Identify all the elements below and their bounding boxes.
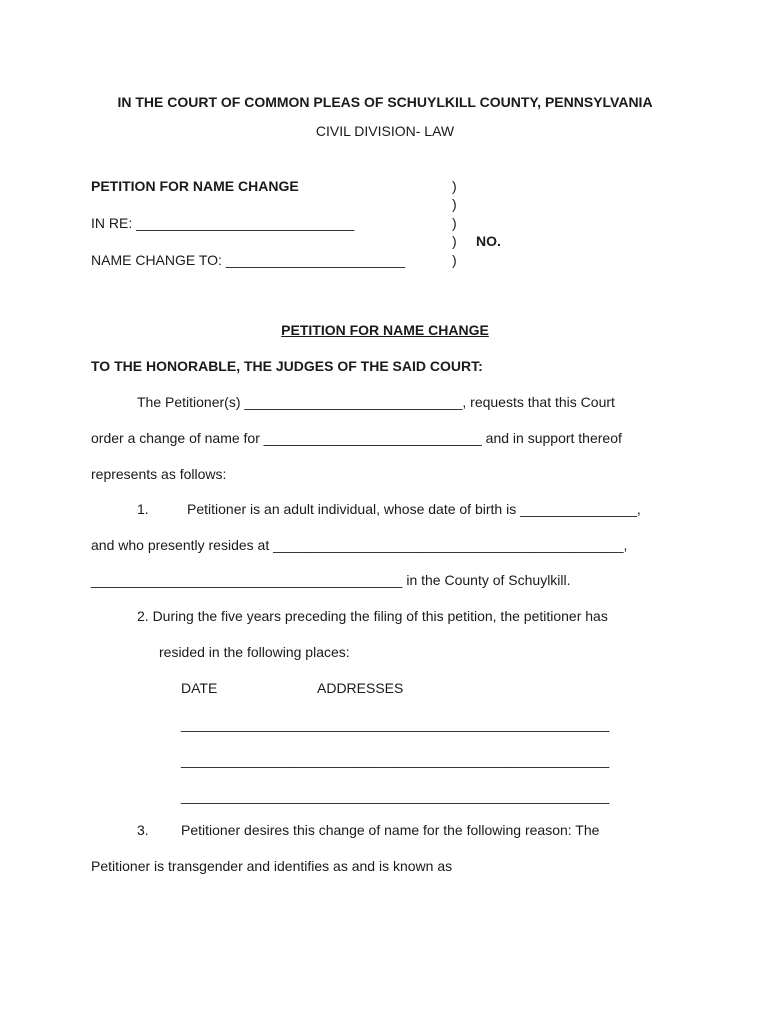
item-1-line-1: Petitioner is an adult individual, whose date of birth is _______________, [187,501,641,517]
caption-title: PETITION FOR NAME CHANGE [91,178,299,194]
division-title: CIVIL DIVISION- LAW [315,123,455,139]
caption-paren: ) [452,252,457,268]
table-header-date: DATE [181,680,218,696]
intro-line-2: order a change of name for ____________________________ and in support thereof [91,430,622,446]
intro-line-3: represents as follows: [91,466,227,482]
in-re-field: IN RE: ____________________________ [91,215,355,231]
item-2-line-2: resided in the following places: [159,644,350,660]
court-title: IN THE COURT OF COMMON PLEAS OF SCHUYLKILL COUNTY, PENNSYLVANIA [117,94,653,110]
caption-paren: ) [452,233,457,249]
item-3-line-2: Petitioner is transgender and identifies as and is known as [91,858,453,874]
caption-paren: ) [452,178,457,194]
item-2-line-1: 2. During the five years preceding the filing of this petition, the petitioner has [137,608,608,624]
petition-heading: PETITION FOR NAME CHANGE [281,322,489,338]
item-3-line-1: Petitioner desires this change of name for the following reason: The [181,822,600,838]
address-line: _______________________________________________________ [181,788,610,804]
case-number-label: NO. [476,233,501,249]
table-header-addresses: ADDRESSES [317,680,404,696]
item-1-line-3: ________________________________________ in the County of Schuylkill. [91,572,571,588]
name-change-to-field: NAME CHANGE TO: _______________________ [91,252,405,268]
item-1-line-2: and who presently resides at _____________________________________________, [91,537,628,553]
address-line: _______________________________________________________ [181,752,610,768]
intro-line-1: The Petitioner(s) ____________________________, requests that this Court [137,394,615,410]
item-1-number: 1. [137,501,149,517]
item-3-number: 3. [137,822,149,838]
salutation: TO THE HONORABLE, THE JUDGES OF THE SAID COURT: [91,358,483,374]
caption-paren: ) [452,215,457,231]
address-line: _______________________________________________________ [181,716,610,732]
caption-paren: ) [452,196,457,212]
